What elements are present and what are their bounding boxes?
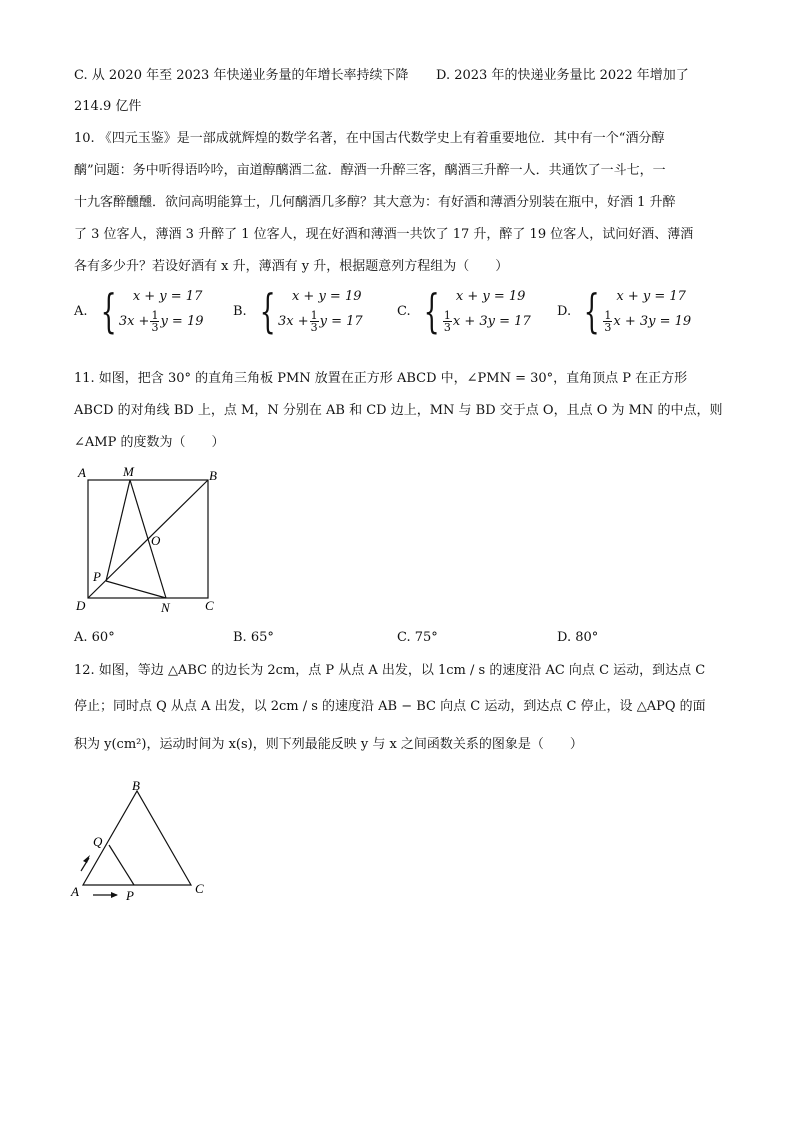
q12-line-2: 停止；同时点 Q 从点 A 出发，以 2cm / s 的速度沿 AB − BC 向点 C 运动，到达点 C 停止，设 △APQ 的面 — [74, 699, 706, 714]
label-q: Q — [93, 834, 103, 849]
arrow-right-icon — [111, 892, 118, 898]
equation-1: x + y = 17 — [132, 289, 203, 304]
q10-option-d — [557, 284, 692, 338]
option-label: C. — [397, 303, 411, 319]
label-a: A — [78, 465, 86, 480]
q11-line-1: 11. 如图，把含 30° 的直角三角板 PMN 放置在正方形 ABCD 中，∠PMN = 30°，直角顶点 P 在正方形 — [74, 371, 688, 386]
q9-option-c: C. 从 2020 年至 2023 年快递业务量的年增长率持续下降 — [74, 68, 409, 83]
label-n: N — [161, 600, 170, 615]
q10-line-1: 10. 《四元玉鉴》是一部成就辉煌的数学名著，在中国古代数学史上有着重要地位．其中有一个“酒分醇 — [74, 131, 665, 146]
label-a: A — [71, 884, 79, 899]
q11-option-c: C. 75° — [397, 630, 438, 645]
label-b: B — [209, 468, 217, 483]
label-c: C — [195, 881, 204, 896]
label-m: M — [123, 464, 134, 479]
q11-line-2: ABCD 的对角线 BD 上，点 M，N 分别在 AB 和 CD 边上，MN 与 BD 交于点 O，且点 O 为 MN 的中点，则 — [74, 403, 723, 418]
brace-icon: { — [100, 284, 117, 338]
segment-pq — [109, 845, 134, 885]
q11-option-b: B. 65° — [233, 630, 274, 645]
q11-option-a: A. 60° — [74, 630, 115, 645]
option-label: B. — [233, 303, 247, 319]
q11-option-d: D. 80° — [557, 630, 599, 645]
label-c: C — [205, 598, 214, 613]
equation-1: x + y = 17 — [616, 289, 686, 304]
q12-line-3: 积为 y(cm²)，运动时间为 x(s)，则下列最能反映 y 与 x 之间函数关系的图象是（ ） — [74, 737, 583, 752]
equation-2: 3x + $\frac{1}{3}$ y = 17 — [277, 309, 363, 334]
equation-1: x + y = 19 — [455, 289, 526, 304]
q11-line-3: ∠AMP 的度数为（ ） — [74, 435, 225, 450]
q9-option-d: D. 2023 年的快递业务量比 2022 年增加了 — [436, 68, 689, 83]
label-p: P — [93, 569, 101, 584]
q10-option-b — [233, 284, 363, 338]
segment-mn — [130, 480, 166, 598]
equation-2: $\frac{1}{3}$ x + 3y = 17 — [443, 309, 531, 334]
q10-line-4: 了 3 位客人，薄酒 3 升醉了 1 位客人，现在好酒和薄酒一共饮了 17 升，醉了 19 位客人，试问好酒、薄酒 — [74, 227, 694, 242]
q9-option-d-continued: 214.9 亿件 — [74, 99, 142, 114]
q10-line-5: 各有多少升？若设好酒有 x 升，薄酒有 y 升，根据题意列方程组为（ ） — [74, 259, 509, 274]
q10-line-2: 醨”问题：务中听得语吟吟，亩道醇醨酒二盆．醇酒一升醉三客，醨酒三升醉一人．共通饮了一斗七，一 — [74, 163, 666, 178]
q10-option-c — [397, 284, 531, 338]
equation-2: 3x + $\frac{1}{3}$ y = 19 — [118, 309, 204, 334]
option-label: D. — [557, 303, 572, 319]
segment-mp — [106, 480, 130, 581]
q12-line-1: 12. 如图，等边 △ABC 的边长为 2cm，点 P 从点 A 出发，以 1cm / s 的速度沿 AC 向点 C 运动，到达点 C — [74, 663, 706, 678]
equation-2: $\frac{1}{3}$ x + 3y = 19 — [604, 309, 692, 334]
q10-line-3: 十九客醉醺醺．欲问高明能算士，几何醨酒几多醇？其大意为：有好酒和薄酒分别装在瓶中，好酒 1 升醉 — [74, 195, 676, 210]
brace-icon: { — [259, 284, 276, 338]
segment-pn — [106, 581, 166, 598]
option-label: A. — [74, 303, 88, 319]
square-figure — [72, 462, 232, 620]
brace-icon: { — [583, 284, 600, 338]
label-d: D — [76, 598, 86, 613]
label-p: P — [126, 888, 134, 903]
q10-option-a — [74, 284, 204, 338]
label-o: O — [151, 533, 161, 548]
brace-icon: { — [423, 284, 440, 338]
equation-1: x + y = 19 — [291, 289, 362, 304]
triangle-figure — [66, 775, 226, 905]
label-b: B — [132, 778, 140, 793]
